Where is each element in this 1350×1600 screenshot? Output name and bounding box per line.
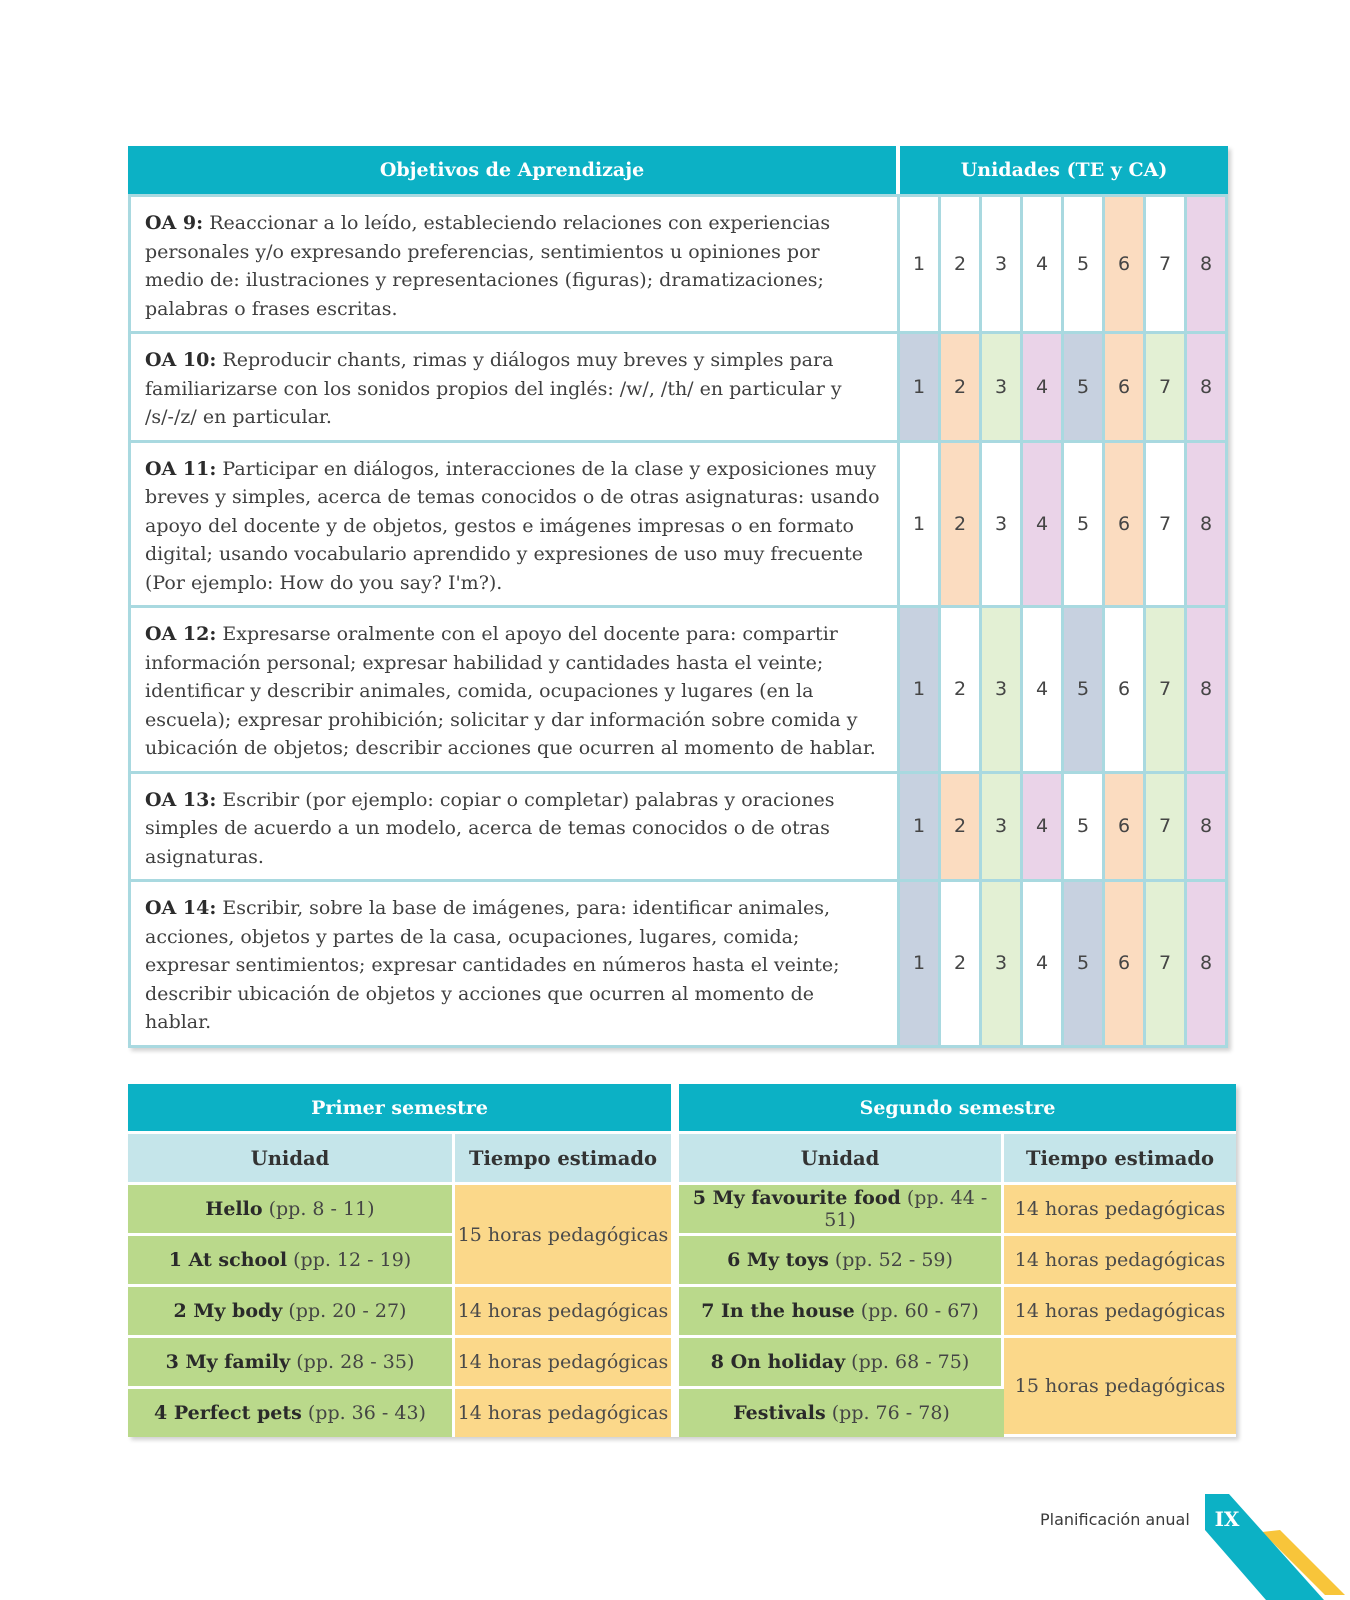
objective-code: OA 9: [145,212,204,234]
objective-code: OA 13: [145,788,217,811]
objective-description [128,771,900,880]
unit-cell: 5 [1064,331,1105,440]
second-time-cell: 14 horas pedagógicas [1004,1185,1236,1236]
second-time-cell: 15 horas pedagógicas [1004,1338,1236,1437]
objective-code: OA 10: [145,349,217,371]
table-row [128,1236,1236,1287]
unit-cell: 5 [1064,879,1105,1048]
unit-cell: 2 [941,331,982,440]
unit-cell: 7 [1146,771,1187,880]
unit-cell: 5 [1064,605,1105,771]
unit-cell: 2 [941,879,982,1048]
unit-cell: 4 [1023,440,1064,606]
unit-cell: 8 [1187,331,1228,440]
unit-cell: 8 [1187,879,1228,1048]
unit-cell: 2 [941,771,982,880]
first-unit-cell: Hello (pp. 8 - 11) [128,1185,455,1236]
objective-description [128,440,900,606]
unit-cell: 6 [1105,331,1146,440]
unit-cell: 4 [1023,771,1064,880]
unit-cell: 7 [1146,879,1187,1048]
unit-cell: 8 [1187,771,1228,880]
table-row [128,194,1228,331]
unit-cell: 6 [1105,771,1146,880]
second-time-column-header: Tiempo estimado [1004,1134,1236,1185]
unit-cell: 1 [900,605,941,771]
unit-cell: 8 [1187,440,1228,606]
learning-objectives-table [128,146,1228,1048]
unit-cell: 6 [1105,194,1146,331]
unit-cell: 3 [982,771,1023,880]
second-unit-column-header: Unidad [679,1134,1004,1185]
unit-cell: 5 [1064,194,1105,331]
unit-cell: 1 [900,440,941,606]
first-time-cell: 14 horas pedagógicas [455,1338,679,1389]
units-header: Unidades (TE y CA) [900,146,1228,194]
table-row [128,331,1228,440]
objective-code: OA 12: [145,623,217,645]
unit-cell: 3 [982,605,1023,771]
unit-cell: 4 [1023,194,1064,331]
section-label: Planificación anual [1040,1510,1190,1529]
objective-description [128,194,900,331]
unit-cell: 3 [982,440,1023,606]
table-row [128,605,1228,771]
objective-description [128,605,900,771]
second-unit-cell: 7 In the house (pp. 60 - 67) [679,1287,1004,1338]
unit-cell: 1 [900,331,941,440]
second-time-cell: 14 horas pedagógicas [1004,1287,1236,1338]
first-unit-cell: 3 My family (pp. 28 - 35) [128,1338,455,1389]
objective-description [128,331,900,440]
table-row [128,440,1228,606]
unit-cell: 4 [1023,879,1064,1048]
objective-text: Participar en diálogos, interacciones de la clase y exposiciones muy breves y simples, acerca de temas conocidos o de otras asignaturas: usando apoyo del docente y de objetos, gestos e imágenes impresas o en formato digital; usando vocabulario aprendido y expresiones de uso muy frecuente (Por ejemplo: How do you say? I'm?). [145,457,880,594]
unit-cell: 6 [1105,440,1146,606]
table-row [128,1287,1236,1338]
first-unit-cell: 1 At school (pp. 12 - 19) [128,1236,455,1287]
second-unit-cell: 6 My toys (pp. 52 - 59) [679,1236,1004,1287]
unit-cell: 4 [1023,605,1064,771]
first-unit-cell: 4 Perfect pets (pp. 36 - 43) [128,1389,455,1437]
first-time-cell: 14 horas pedagógicas [455,1287,679,1338]
first-unit-column-header: Unidad [128,1134,455,1185]
unit-cell: 7 [1146,331,1187,440]
unit-cell: 3 [982,331,1023,440]
objective-description [128,879,900,1048]
unit-cell: 1 [900,771,941,880]
first-time-cell: 15 horas pedagógicas [455,1185,679,1287]
second-semester-header: Segundo semestre [679,1084,1236,1134]
objective-text: Reproducir chants, rimas y diálogos muy breves y simples para familiarizarse con los sonidos propios del inglés: /w/, /th/ en particular y /s/-/z/ en particular. [145,349,842,428]
unit-cell: 8 [1187,194,1228,331]
second-unit-cell: 5 My favourite food (pp. 44 - 51) [679,1185,1004,1236]
table-row [128,1338,1236,1389]
unit-cell: 1 [900,194,941,331]
unit-cell: 5 [1064,771,1105,880]
unit-cell: 7 [1146,605,1187,771]
second-unit-cell: 8 On holiday (pp. 68 - 75) [679,1338,1004,1389]
unit-cell: 7 [1146,194,1187,331]
objectives-header: Objetivos de Aprendizaje [128,146,900,194]
first-time-column-header: Tiempo estimado [455,1134,679,1185]
unit-cell: 6 [1105,879,1146,1048]
unit-cell: 8 [1187,605,1228,771]
unit-cell: 6 [1105,605,1146,771]
unit-cell: 2 [941,605,982,771]
page-number: IX [1214,1507,1240,1531]
first-unit-cell: 2 My body (pp. 20 - 27) [128,1287,455,1338]
unit-cell: 5 [1064,440,1105,606]
objective-code: OA 11: [145,457,217,480]
table-row [128,1185,1236,1236]
objective-text: Escribir (por ejemplo: copiar o completar) palabras y oraciones simples de acuerdo a un modelo, acerca de temas conocidos o de otras asignaturas. [145,788,835,868]
objective-code: OA 14: [145,897,217,919]
table-row [128,879,1228,1048]
unit-cell: 2 [941,440,982,606]
semester-schedule-table [128,1084,1236,1437]
unit-cell: 4 [1023,331,1064,440]
objective-text: Reaccionar a lo leído, estableciendo relaciones con experiencias personales y/o expresando preferencias, sentimientos u opiniones por medio de: ilustraciones y representaciones (figuras); dramatizaciones; palabras o frases escritas. [145,212,831,320]
objective-text: Expresarse oralmente con el apoyo del docente para: compartir información personal; expresar habilidad y cantidades hasta el veinte; identificar y describir animales, comida, ocupaciones y lugares (en la escuela); expresar prohibición; solicitar y dar información sobre comida y ubicación de objetos; describir acciones que ocurren al momento de hablar. [145,623,876,759]
table-row [128,771,1228,880]
unit-cell: 3 [982,879,1023,1048]
unit-cell: 2 [941,194,982,331]
second-unit-cell: Festivals (pp. 76 - 78) [679,1389,1004,1437]
unit-cell: 1 [900,879,941,1048]
unit-cell: 3 [982,194,1023,331]
objective-text: Escribir, sobre la base de imágenes, para: identificar animales, acciones, objetos y partes de la casa, ocupaciones, lugares, comida; expresar sentimientos; expresar cantidades en números hasta el veinte; describir ubicación de objetos y acciones que ocurren al momento de hablar. [145,897,840,1033]
unit-cell: 7 [1146,440,1187,606]
second-time-cell: 14 horas pedagógicas [1004,1236,1236,1287]
first-time-cell: 14 horas pedagógicas [455,1389,679,1437]
first-semester-header: Primer semestre [128,1084,679,1134]
